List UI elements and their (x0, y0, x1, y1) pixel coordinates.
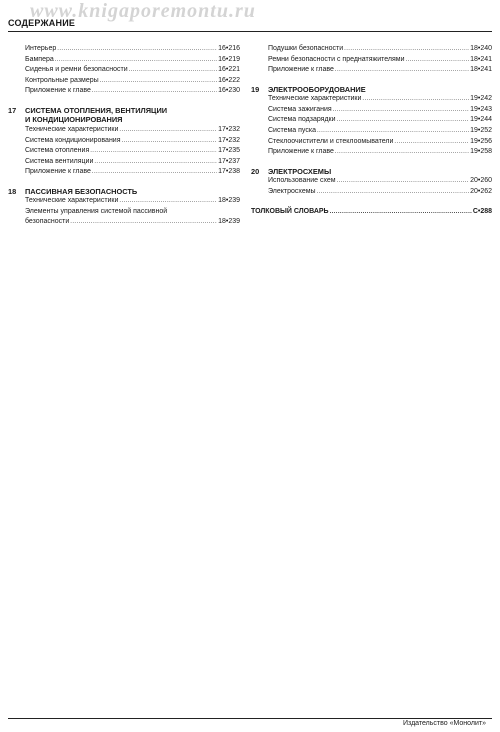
chapter-18-continued (251, 44, 492, 76)
toc-entry-page: 16•219 (218, 55, 240, 63)
toc-entry-label: Приложение к главе (268, 66, 334, 74)
glossary-page: С•288 (472, 207, 492, 215)
leader-dots (90, 147, 217, 157)
toc-entry-page: 19•256 (470, 137, 492, 145)
toc-entry-label: Приложение к главе (268, 148, 334, 156)
toc-entry-page: 18•241 (470, 66, 492, 74)
leader-dots (92, 87, 217, 97)
leader-dots (119, 126, 217, 136)
leader-dots (129, 66, 217, 76)
toc-entry-page: 16•230 (218, 87, 240, 95)
toc-entry[interactable] (8, 125, 240, 136)
toc-entry-label: Технические характеристики (268, 95, 362, 103)
toc-entry[interactable] (251, 94, 492, 105)
chapter-number: 18 (8, 186, 17, 196)
toc-entry-page: 18•240 (470, 45, 492, 52)
chapter-number: 20 (251, 166, 260, 176)
toc-entry[interactable] (8, 136, 240, 147)
leader-dots (344, 45, 469, 55)
toc-entry-label: Подушки безопасности (268, 45, 344, 52)
toc-entry-label: Бампера (25, 55, 54, 63)
toc-entry-label: безопасности (25, 217, 70, 225)
chapter-17-heading[interactable] (8, 106, 240, 125)
toc-entry[interactable] (251, 137, 492, 148)
toc-entry-page: 17•238 (218, 168, 240, 176)
toc-entry-label: Сиденья и ремни безопасности (25, 66, 128, 74)
toc-entry-page: 18•239 (218, 197, 240, 205)
toc-entry-label: Система вентиляции (25, 157, 94, 165)
toc-entry-page: 17•232 (218, 125, 240, 133)
toc-entry[interactable] (251, 126, 492, 137)
toc-entry[interactable] (251, 147, 492, 158)
toc-entry-label: Технические характеристики (25, 125, 119, 133)
chapter-title: ЭЛЕКТРОСХЕМЫ (268, 166, 332, 176)
toc-entry-label: Технические характеристики (25, 197, 119, 205)
toc-entry-page: 19•258 (470, 148, 492, 156)
toc-entry[interactable] (8, 157, 240, 168)
toc-entry[interactable] (8, 217, 240, 228)
toc-entry-page: 17•237 (218, 157, 240, 165)
toc-entry[interactable] (8, 44, 240, 55)
toc-entry-label: Стеклоочистители и стеклоомыватели (268, 137, 394, 145)
leader-dots (362, 95, 469, 105)
toc-entry-label: Система кондиционирования (25, 136, 121, 144)
right-column (251, 44, 492, 217)
toc-entry-page: 17•235 (218, 147, 240, 155)
leader-dots (317, 127, 469, 137)
leader-dots (335, 66, 469, 76)
leader-dots (337, 177, 469, 187)
toc-entry-label: Система пуска (268, 127, 316, 135)
header-rule (8, 31, 492, 32)
toc-entry[interactable] (8, 65, 240, 76)
toc-entry-page: 16•222 (218, 76, 240, 84)
leader-dots (406, 56, 470, 66)
toc-entry[interactable] (8, 76, 240, 87)
toc-entry[interactable] (8, 196, 240, 207)
watermark: www.knigaporemontu.ru (30, 0, 256, 22)
leader-dots (55, 56, 217, 66)
chapter-number: 17 (8, 105, 17, 115)
toc-entry-label: Система подзарядки (268, 116, 336, 124)
chapter-title-line: СИСТЕМА ОТОПЛЕНИЯ, ВЕНТИЛЯЦИИ (25, 105, 168, 115)
toc-entry-label: Система зажигания (268, 105, 332, 113)
toc-entry[interactable] (251, 105, 492, 116)
toc-entry[interactable] (251, 44, 492, 55)
chapter-20-heading[interactable] (251, 167, 492, 177)
chapter-number: 19 (251, 84, 260, 94)
glossary-entry[interactable] (251, 207, 492, 218)
toc-entry-page: 19•252 (470, 127, 492, 135)
chapter-16-continued (8, 44, 240, 97)
toc-entry[interactable] (251, 115, 492, 126)
toc-entry-label: Контрольные размеры (25, 76, 99, 84)
toc-entry-label: Приложение к главе (25, 168, 91, 176)
toc-entry-page: 17•232 (218, 136, 240, 144)
toc-entry-page: 16•216 (218, 45, 240, 52)
toc-entry-page: 19•242 (470, 95, 492, 103)
toc-entry[interactable] (251, 176, 492, 187)
toc-entry-label: Приложение к главе (25, 87, 91, 95)
footer-rule (8, 718, 492, 719)
toc-entry-label: Электросхемы (268, 187, 316, 195)
publisher-credit: Издательство «Монолит» (402, 720, 486, 727)
toc-entry-page: 19•243 (470, 105, 492, 113)
leader-dots (337, 116, 470, 126)
leader-dots (330, 208, 472, 218)
leader-dots (119, 197, 217, 207)
toc-entry[interactable] (8, 146, 240, 157)
chapter-title: ЭЛЕКТРООБОРУДОВАНИЕ (268, 84, 366, 94)
leader-dots (70, 218, 217, 228)
toc-entry[interactable] (8, 167, 240, 178)
leader-dots (317, 188, 470, 198)
toc-entry-label: Интерьер (25, 45, 57, 52)
chapter-title-line: И КОНДИЦИОНИРОВАНИЯ (25, 115, 123, 125)
toc-entry-page: 20•262 (470, 187, 492, 195)
toc-entry[interactable] (251, 55, 492, 66)
toc-entry-page: 18•241 (470, 55, 492, 63)
toc-entry-page: 20•260 (470, 177, 492, 185)
leader-dots (57, 45, 217, 55)
left-column (8, 44, 240, 227)
leader-dots (94, 158, 217, 168)
chapter-18-heading[interactable] (8, 187, 240, 197)
toc-entry-label: Система отопления (25, 147, 90, 155)
leader-dots (335, 148, 469, 158)
leader-dots (100, 77, 217, 87)
leader-dots (394, 138, 469, 148)
toc-entry[interactable] (8, 55, 240, 66)
chapter-title (25, 106, 167, 125)
toc-entry-label-line[interactable]: Элементы управления системой пассивной (25, 208, 168, 216)
toc-entry[interactable] (8, 86, 240, 97)
leader-dots (92, 168, 217, 178)
toc-entry-page: 18•239 (218, 217, 240, 225)
toc-entry[interactable] (251, 187, 492, 198)
leader-dots (122, 137, 218, 147)
toc-entry-page: 19•244 (470, 116, 492, 124)
toc-entry-page: 16•221 (218, 66, 240, 74)
leader-dots (333, 106, 469, 116)
toc-entry[interactable] (251, 65, 492, 76)
chapter-title: ПАССИВНАЯ БЕЗОПАСНОСТЬ (25, 186, 138, 196)
glossary-label: ТОЛКОВЫЙ СЛОВАРЬ (251, 207, 329, 215)
page-title: СОДЕРЖАНИЕ (8, 18, 76, 28)
toc-entry-label: Использование схем (268, 177, 336, 185)
chapter-19-heading[interactable] (251, 85, 492, 95)
toc-entry-label: Ремни безопасности с преднатяжителями (268, 55, 405, 63)
